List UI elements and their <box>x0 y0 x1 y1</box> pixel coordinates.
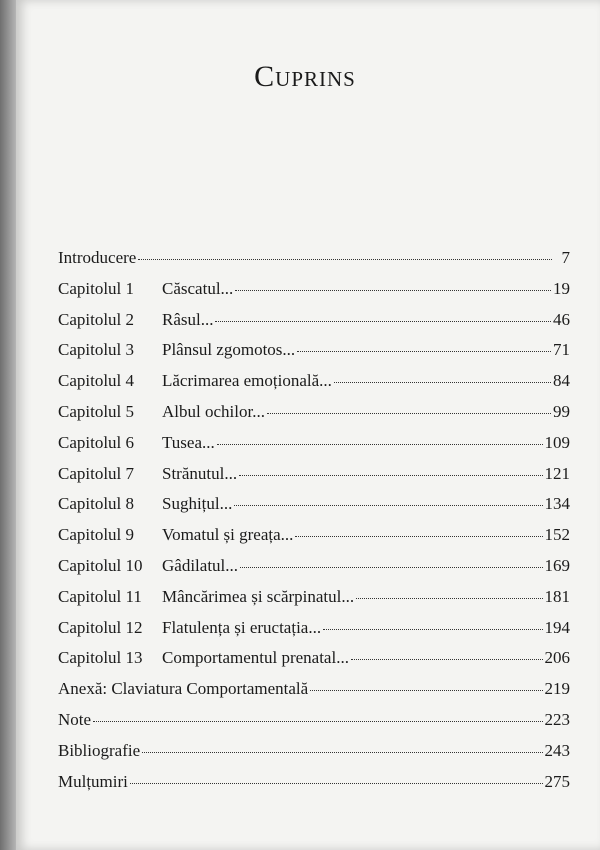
toc-page-number: 169 <box>544 555 570 575</box>
toc-page-number: 46 <box>553 309 570 329</box>
toc-entry <box>58 433 570 464</box>
toc-page-number: 109 <box>544 432 570 452</box>
toc-entry-title: Sughițul... <box>162 494 233 514</box>
toc-chapter-number: Capitolul 4 <box>58 371 135 391</box>
page-title: Cuprins <box>254 60 356 93</box>
toc-page-number: 19 <box>553 278 570 298</box>
toc-chapter-number: Capitolul 13 <box>58 648 143 668</box>
toc-dot-leader <box>267 413 551 414</box>
toc-dot-leader <box>130 783 543 784</box>
toc-page-number: 243 <box>544 740 570 760</box>
toc-entry-title: Flatulența și eructația... <box>162 617 322 637</box>
toc-chapter-number: Capitolul 8 <box>58 494 135 514</box>
toc-chapter-number: Capitolul 2 <box>58 309 135 329</box>
toc-entry <box>58 279 570 310</box>
toc-dot-leader <box>240 567 542 568</box>
toc-entry-title: Vomatul și greața... <box>162 525 294 545</box>
toc-entry <box>58 618 570 649</box>
toc-entry-title: Râsul... <box>162 309 214 329</box>
toc-page-number: 223 <box>544 709 570 729</box>
toc-entry <box>58 525 570 556</box>
toc-page-number: 7 <box>561 248 570 267</box>
toc-chapter-number: Capitolul 7 <box>58 463 135 483</box>
toc-entry-title: Albul ochilor... <box>162 401 265 421</box>
toc-page-number: 152 <box>544 525 570 545</box>
toc-page-number: 84 <box>553 371 570 391</box>
toc-dot-leader <box>138 259 552 260</box>
book-spine-shadow <box>0 0 16 850</box>
toc-chapter-number: Capitolul 9 <box>58 525 135 545</box>
toc-entry-title: Anexă: Claviatura Comportamentală <box>58 679 309 699</box>
toc-chapter-number: Capitolul 11 <box>58 586 142 606</box>
toc-dot-leader <box>310 690 542 691</box>
toc-dot-leader <box>217 444 543 445</box>
toc-page-number: 121 <box>544 463 570 483</box>
toc-page-number: 71 <box>553 340 570 360</box>
toc-entry-title: Căscatul... <box>162 278 234 298</box>
toc-entry <box>58 340 570 371</box>
toc-entry <box>58 741 570 772</box>
toc-page-number: 181 <box>544 586 570 606</box>
toc-entry-title: Bibliografie <box>58 740 141 760</box>
toc-dot-leader <box>334 382 551 383</box>
toc-entry <box>58 587 570 618</box>
toc-entry-title: Plânsul zgomotos... <box>162 340 296 360</box>
toc-page-number: 134 <box>544 494 570 514</box>
toc-chapter-number: Capitolul 6 <box>58 432 135 452</box>
toc-dot-leader <box>323 629 542 630</box>
toc-entry-title: Gâdilatul... <box>162 555 239 575</box>
toc-dot-leader <box>356 598 542 599</box>
toc-page-number: 275 <box>544 771 570 791</box>
toc-entry <box>58 679 570 710</box>
toc-page-number: 194 <box>544 617 570 637</box>
toc-chapter-number: Capitolul 12 <box>58 617 143 637</box>
toc-dot-leader <box>235 290 551 291</box>
toc-dot-leader <box>295 536 542 537</box>
toc-entry <box>58 248 570 279</box>
toc-dot-leader <box>351 659 543 660</box>
toc-entry <box>58 556 570 587</box>
toc-dot-leader <box>93 721 542 722</box>
toc-entry <box>58 310 570 341</box>
toc-entry-title: Introducere <box>58 248 137 267</box>
toc-chapter-number: Capitolul 10 <box>58 555 143 575</box>
toc-dot-leader <box>234 505 542 506</box>
toc-entry <box>58 402 570 433</box>
toc-dot-leader <box>297 351 551 352</box>
table-of-contents <box>58 248 570 802</box>
toc-entry-title: Mâncărimea și scărpinatul... <box>162 586 355 606</box>
toc-entry <box>58 710 570 741</box>
toc-chapter-number: Capitolul 3 <box>58 340 135 360</box>
toc-entry <box>58 464 570 495</box>
toc-entry <box>58 371 570 402</box>
toc-dot-leader <box>215 321 551 322</box>
toc-entry-title: Lăcrimarea emoțională... <box>162 371 332 391</box>
toc-entry-title: Note <box>58 709 92 729</box>
toc-entry <box>58 772 570 803</box>
toc-entry-title: Strănutul... <box>162 463 238 483</box>
toc-entry <box>58 494 570 525</box>
toc-chapter-number: Capitolul 1 <box>58 278 135 298</box>
toc-page-number: 219 <box>544 679 570 699</box>
toc-dot-leader <box>239 475 542 476</box>
toc-entry <box>58 648 570 679</box>
toc-entry-title: Comportamentul prenatal... <box>162 648 349 668</box>
toc-dot-leader <box>142 752 542 753</box>
toc-entry-title: Tusea... <box>162 432 215 452</box>
toc-chapter-number: Capitolul 5 <box>58 401 135 421</box>
toc-page-number: 99 <box>553 401 570 421</box>
toc-entry-title: Mulțumiri <box>58 771 128 791</box>
toc-page-number: 206 <box>544 648 570 668</box>
